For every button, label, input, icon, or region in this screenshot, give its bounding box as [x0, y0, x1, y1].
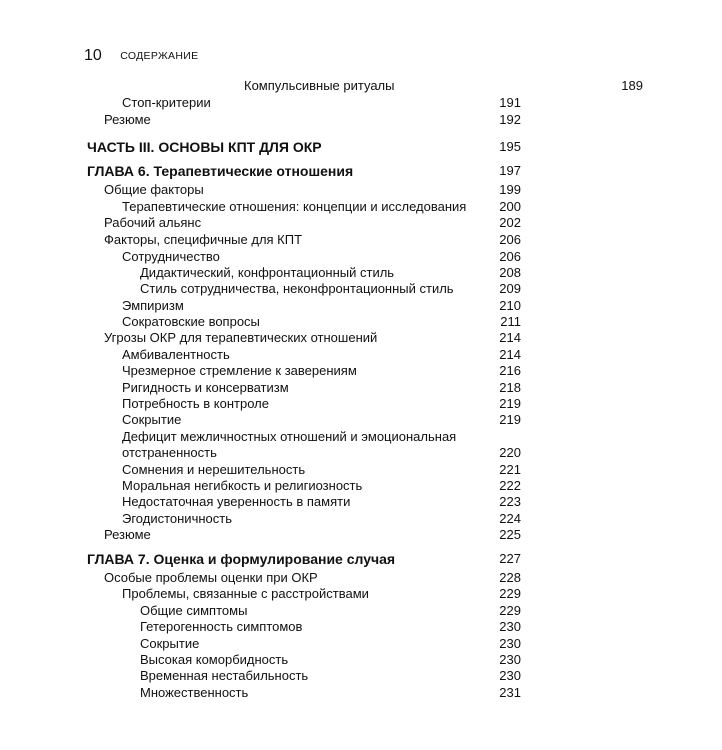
- toc-entry-title: Дидактический, конфронтационный стиль: [140, 265, 395, 280]
- toc-entry-page: 216: [499, 363, 521, 378]
- toc-entry: [0, 412, 600, 428]
- toc-entry-page: 227: [499, 551, 521, 566]
- toc-entry-title: Общие симптомы: [140, 603, 248, 618]
- toc-entry-title: ГЛАВА 6. Терапевтические отношения: [87, 163, 354, 179]
- toc-entry-page: 230: [499, 619, 521, 634]
- toc-entry-page: 218: [499, 380, 521, 395]
- toc-entry-title: Дефицит межличностных отношений и эмоциональная: [122, 429, 457, 444]
- toc-entry-title: Стиль сотрудничества, неконфронтационный стиль: [140, 281, 454, 296]
- toc-entry-title: ГЛАВА 7. Оценка и формулирование случая: [87, 551, 396, 567]
- toc-entry-title: Проблемы, связанные с расстройствами: [122, 586, 369, 601]
- toc-chapter-heading: [0, 551, 600, 567]
- toc-part-heading: [0, 139, 600, 155]
- toc-entry-title: Компульсивные ритуалы: [244, 78, 395, 93]
- toc-entry-title: Факторы, специфичные для КПТ: [104, 232, 303, 247]
- toc-entry: [0, 330, 600, 346]
- toc-entry: [0, 249, 600, 265]
- toc-entry-page: 199: [499, 182, 521, 197]
- toc-entry-page: 219: [499, 396, 521, 411]
- toc-entry-page: 225: [499, 527, 521, 542]
- toc-entry: [0, 619, 600, 635]
- toc-entry-page: 214: [499, 347, 521, 362]
- toc-entry-page: 219: [499, 412, 521, 427]
- toc-entry: [0, 314, 600, 330]
- toc-entry: [0, 95, 600, 111]
- toc-entry: [0, 511, 600, 527]
- toc-entry-page: 209: [499, 281, 521, 296]
- toc-entry-page: 200: [499, 199, 521, 214]
- toc-entry: [0, 199, 600, 215]
- toc-entry: [0, 685, 600, 701]
- toc-entry-title: Временная нестабильность: [140, 668, 309, 683]
- toc-entry-page: 231: [499, 685, 521, 700]
- toc-entry-title: ЧАСТЬ III. ОСНОВЫ КПТ ДЛЯ ОКР: [87, 139, 322, 155]
- toc-entry-page: 202: [499, 215, 521, 230]
- toc-entry: [0, 586, 600, 602]
- toc-entry-title: Ригидность и консерватизм: [122, 380, 289, 395]
- toc-entry: [0, 112, 600, 128]
- toc-entry: [0, 429, 600, 445]
- toc-entry: [0, 396, 600, 412]
- toc-entry: [0, 494, 600, 510]
- toc-entry: [122, 78, 722, 94]
- toc-entry-title: Недостаточная уверенность в памяти: [122, 494, 351, 509]
- toc-entry: [0, 527, 600, 543]
- toc-entry-title: Сомнения и нерешительность: [122, 462, 306, 477]
- toc-entry-page: 221: [499, 462, 521, 477]
- toc-entry: [0, 478, 600, 494]
- toc-entry-title: Сотрудничество: [122, 249, 220, 264]
- toc-entry: [0, 265, 600, 281]
- toc-entry-title: Потребность в контроле: [122, 396, 269, 411]
- toc-entry-title: отстраненность: [122, 445, 217, 460]
- toc-entry: [0, 182, 600, 198]
- toc-entry: [0, 281, 600, 297]
- toc-entry-title: Общие факторы: [104, 182, 204, 197]
- toc-entry-page: 224: [499, 511, 521, 526]
- toc-entry: [0, 652, 600, 668]
- toc-entry-title: Сократовские вопросы: [122, 314, 260, 329]
- toc-entry-page: 210: [499, 298, 521, 313]
- toc-entry: [0, 232, 600, 248]
- toc-entry-title: Резюме: [104, 527, 151, 542]
- toc-entry-title: Моральная негибкость и религиозность: [122, 478, 363, 493]
- toc-entry-page: 197: [499, 163, 521, 178]
- toc-entry-page: 230: [499, 636, 521, 651]
- toc-entry: [0, 462, 600, 478]
- running-title: СОДЕРЖАНИЕ: [120, 50, 199, 62]
- toc-chapter-heading: [0, 163, 600, 179]
- toc-entry-title: Сокрытие: [122, 412, 182, 427]
- toc-entry-title: Множественность: [140, 685, 249, 700]
- toc-entry-title: Гетерогенность симптомов: [140, 619, 303, 634]
- toc-entry-page: 195: [499, 139, 521, 154]
- toc-entry-title: Сокрытие: [140, 636, 200, 651]
- toc-entry-page: 229: [499, 586, 521, 601]
- toc-entry-title: Угрозы ОКР для терапевтических отношений: [104, 330, 378, 345]
- toc-entry-page: 230: [499, 652, 521, 667]
- toc-entry-page: 229: [499, 603, 521, 618]
- toc-entry-title: Стоп-критерии: [122, 95, 211, 110]
- toc-entry: [0, 570, 600, 586]
- toc-entry-title: Амбивалентность: [122, 347, 230, 362]
- toc-entry: [0, 363, 600, 379]
- toc-entry: [0, 215, 600, 231]
- toc-entry-page: 220: [499, 445, 521, 460]
- toc-entry: [0, 668, 600, 684]
- page-number: 10: [84, 47, 102, 64]
- toc-entry-title: Рабочий альянс: [104, 215, 202, 230]
- toc-entry: [0, 298, 600, 314]
- toc-entry: [0, 636, 600, 652]
- toc-entry-title: Особые проблемы оценки при ОКР: [104, 570, 318, 585]
- toc-entry-page: 192: [499, 112, 521, 127]
- page-header: [84, 47, 198, 65]
- toc-entry-title: Чрезмерное стремление к заверениям: [122, 363, 357, 378]
- toc-entry-title: Резюме: [104, 112, 151, 127]
- toc-entry-page: 211: [500, 314, 521, 329]
- toc-entry-page: 222: [499, 478, 521, 493]
- toc-entry-title: Высокая коморбидность: [140, 652, 289, 667]
- toc-entry: [0, 445, 600, 461]
- toc-entry-page: 223: [499, 494, 521, 509]
- toc-entry-title: Эгодистоничность: [122, 511, 232, 526]
- toc-entry-page: 206: [499, 249, 521, 264]
- toc-entry-page: 189: [621, 78, 643, 93]
- toc-entry-page: 214: [499, 330, 521, 345]
- toc-entry-page: 208: [499, 265, 521, 280]
- toc-entry-title: Эмпиризм: [122, 298, 184, 313]
- toc-entry: [0, 603, 600, 619]
- toc-entry-page: 206: [499, 232, 521, 247]
- toc-entry-page: 230: [499, 668, 521, 683]
- toc-entry-page: 228: [499, 570, 521, 585]
- toc-entry-title: Терапевтические отношения: концепции и исследования: [122, 199, 467, 214]
- toc-entry: [0, 380, 600, 396]
- toc-entry-page: 191: [499, 95, 521, 110]
- toc-entry: [0, 347, 600, 363]
